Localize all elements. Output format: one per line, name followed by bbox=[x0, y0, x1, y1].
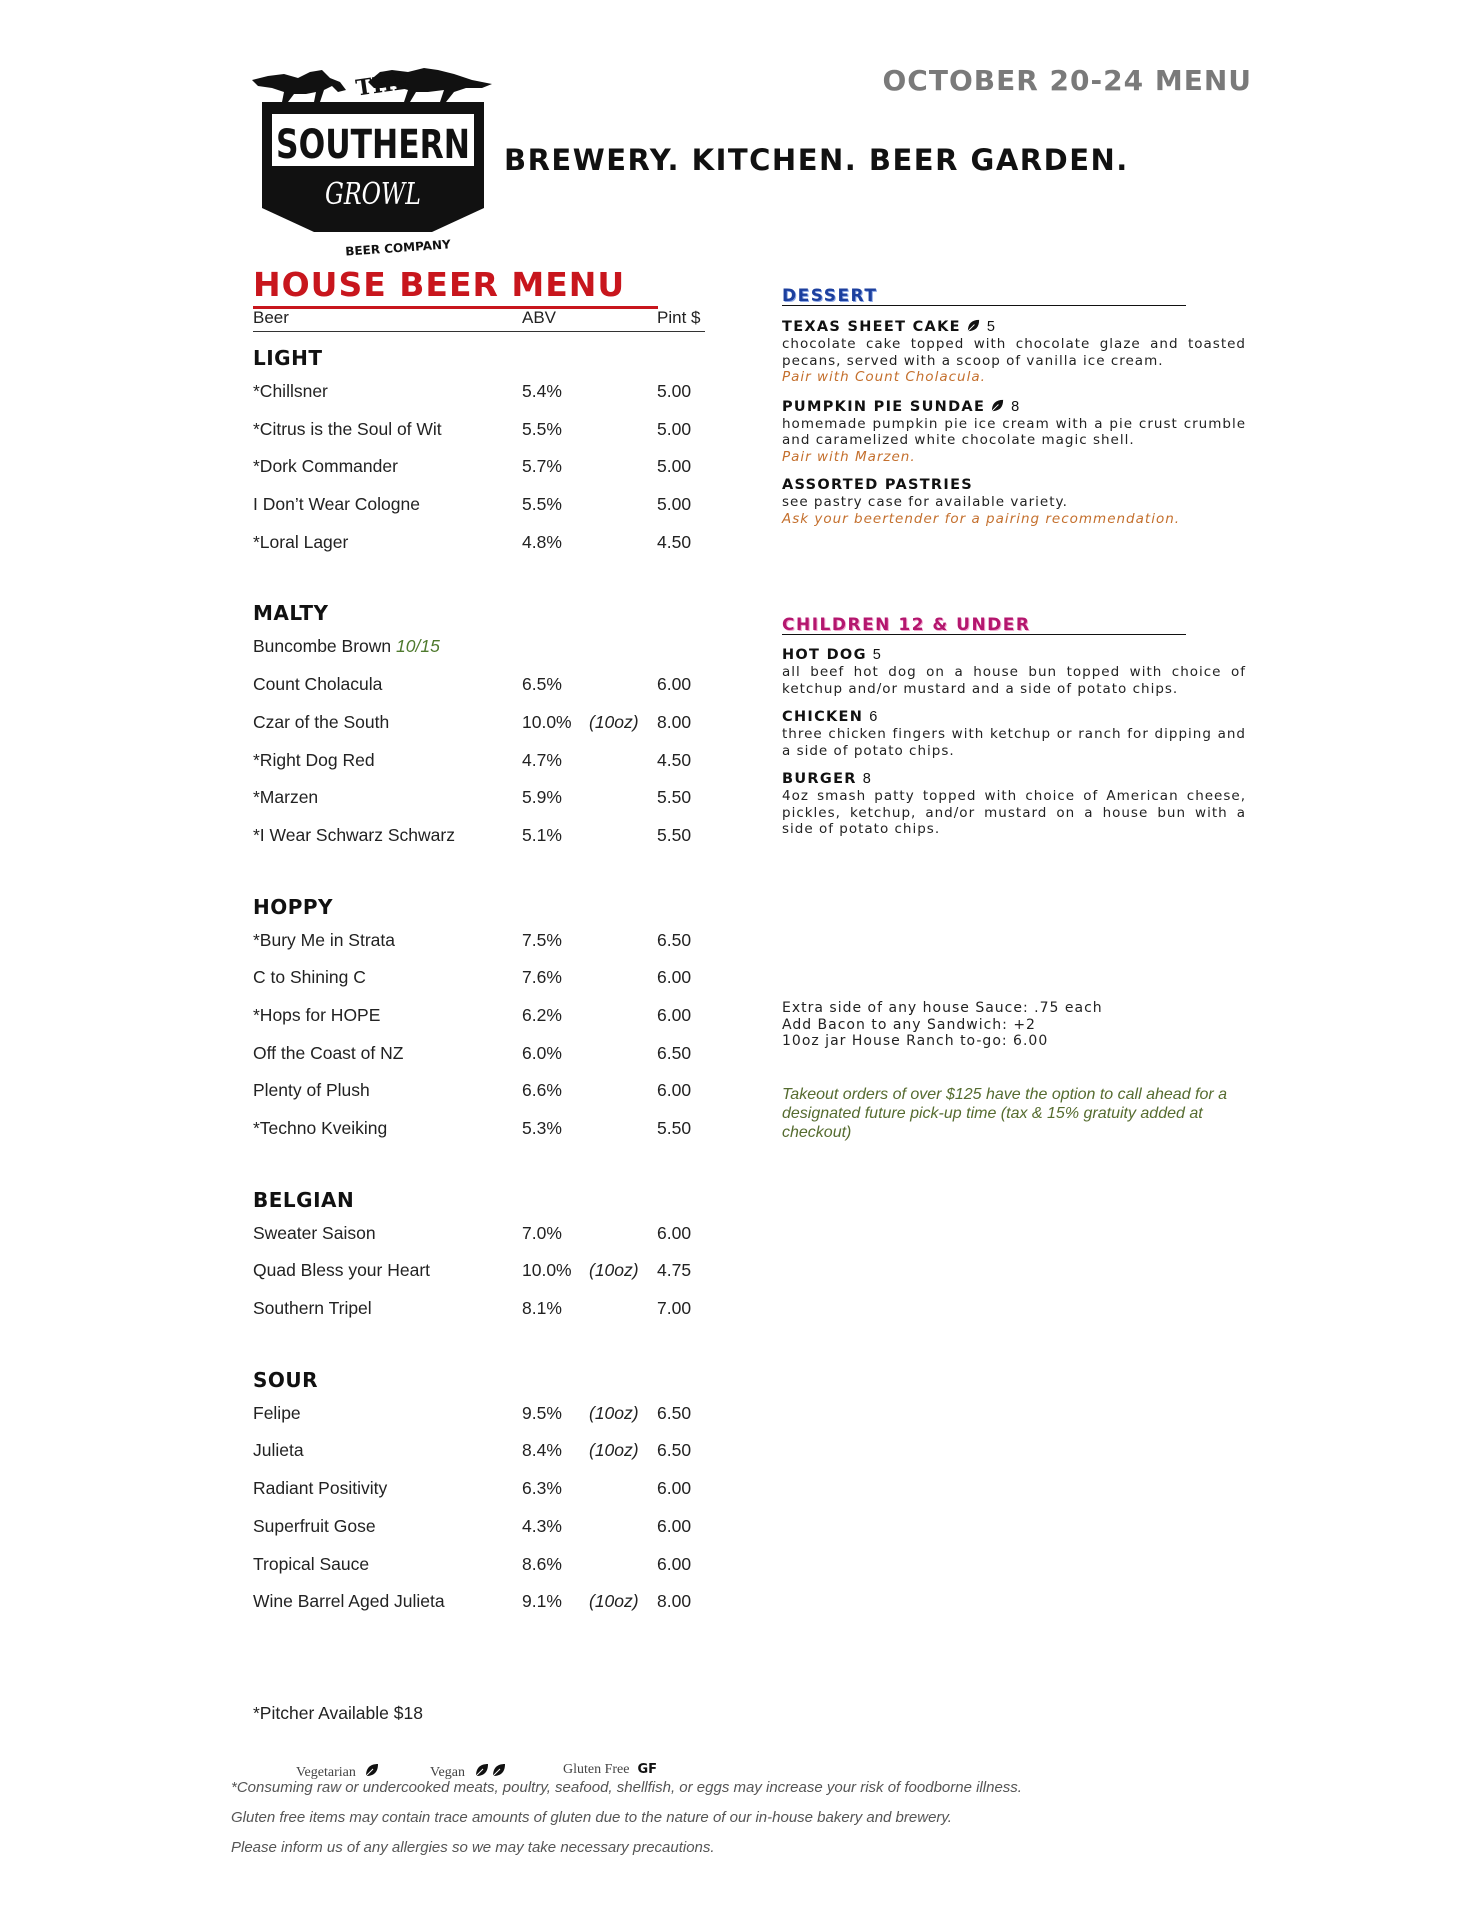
beer-column-headers bbox=[253, 308, 705, 332]
beer-price: 5.00 bbox=[657, 418, 692, 439]
dessert-item-price: 8 bbox=[1011, 398, 1020, 415]
beer-name-cell bbox=[253, 674, 382, 695]
beer-abv: 5.4% bbox=[522, 381, 562, 401]
beer-name: Southern Tripel bbox=[253, 1298, 372, 1319]
footnote: Gluten free items may contain trace amounts of gluten due to the nature of our in-house bakery and brewery. bbox=[231, 1809, 952, 1826]
dessert-item bbox=[782, 477, 1246, 527]
kids-item-price: 6 bbox=[869, 709, 878, 725]
kids-item bbox=[782, 771, 1246, 838]
beer-name: *Right Dog Red bbox=[253, 749, 375, 770]
kids-section bbox=[782, 616, 1246, 838]
beer-abv: 7.5% bbox=[522, 929, 562, 950]
beer-abv: 6.0% bbox=[522, 1042, 562, 1063]
beer-price: 7.00 bbox=[657, 1298, 692, 1319]
beer-row bbox=[253, 787, 713, 825]
footnote: *Consuming raw or undercooked meats, poultry, seafood, shellfish, or eggs may increase your risk of foodborne illness. bbox=[231, 1779, 1022, 1796]
beer-name: Quad Bless your Heart bbox=[253, 1260, 431, 1281]
kids-item-name: BURGER bbox=[782, 771, 857, 787]
beer-price: 5.00 bbox=[657, 381, 692, 401]
beer-price: 4.50 bbox=[657, 749, 692, 770]
beer-name-cell bbox=[253, 381, 328, 402]
beer-price: 6.00 bbox=[657, 1004, 692, 1025]
beer-name: Superfruit Gose bbox=[253, 1515, 376, 1536]
beer-abv: 5.3% bbox=[522, 1118, 562, 1138]
beer-row bbox=[253, 1118, 713, 1156]
gf-mark: GF bbox=[637, 1762, 658, 1777]
beer-row bbox=[253, 1440, 713, 1478]
dessert-item-pairing: Ask your beertender for a pairing recommendation. bbox=[782, 510, 1181, 527]
beer-price: 4.75 bbox=[657, 1260, 692, 1281]
kids-item-name: CHICKEN bbox=[782, 709, 864, 725]
kids-item-description: all beef hot dog on a house bun topped with choice of ketchup and/or mustard and a side of potato chips. bbox=[782, 664, 1246, 697]
beer-name-cell bbox=[253, 1043, 403, 1064]
beer-name: Sweater Saison bbox=[253, 1222, 376, 1243]
beer-name-cell bbox=[253, 636, 440, 657]
beer-abv: 6.3% bbox=[522, 1478, 562, 1499]
beer-row bbox=[253, 636, 713, 674]
dessert-item-heading bbox=[782, 398, 1246, 416]
beer-row bbox=[253, 1080, 713, 1118]
logo-growl-text: GROWL bbox=[325, 177, 421, 212]
kids-item-description: 4oz smash patty topped with choice of American cheese, pickles, ketchup, and/or mustard on a house bun with a side of potato chips. bbox=[782, 788, 1246, 837]
beer-section-title: SOUR bbox=[253, 1367, 319, 1392]
beer-abv: 5.5% bbox=[522, 494, 562, 515]
kids-item-description: three chicken fingers with ketchup or ranch for dipping and a side of potato chips. bbox=[782, 726, 1246, 759]
beer-abv: 9.5% bbox=[522, 1402, 562, 1423]
beer-section-sour bbox=[253, 1366, 713, 1629]
beer-section-malty bbox=[253, 599, 713, 862]
extras-list bbox=[782, 1000, 1103, 1050]
dessert-item-pairing: Pair with Count Cholacula. bbox=[782, 369, 986, 385]
beer-name-cell bbox=[253, 1478, 387, 1499]
beer-name: Felipe bbox=[253, 1402, 301, 1423]
beer-row bbox=[253, 456, 713, 494]
legend-gluten-free-label: Gluten Free bbox=[563, 1762, 630, 1777]
beer-name: Radiant Positivity bbox=[253, 1478, 388, 1499]
beer-pour-size: (10oz) bbox=[589, 1260, 639, 1281]
menu-date: OCTOBER 20-24 MENU bbox=[882, 64, 1252, 97]
beer-name-cell bbox=[253, 1118, 387, 1139]
logo-southern-text: SOUTHERN bbox=[276, 122, 470, 168]
beer-name: C to Shining C bbox=[253, 967, 366, 988]
beer-name: Czar of the South bbox=[253, 711, 390, 732]
leaf-icon bbox=[364, 1762, 380, 1778]
beer-name-cell bbox=[253, 750, 375, 771]
legend-gluten-free bbox=[563, 1762, 657, 1778]
beer-name-cell bbox=[253, 532, 348, 553]
beer-name-cell bbox=[253, 456, 398, 477]
beer-name: *Marzen bbox=[253, 787, 319, 808]
beer-name-cell bbox=[253, 1005, 380, 1026]
beer-section-title: MALTY bbox=[253, 601, 329, 626]
beer-price: 6.50 bbox=[657, 1440, 692, 1461]
beer-abv: 8.6% bbox=[522, 1553, 562, 1574]
beer-price: 6.00 bbox=[657, 967, 692, 988]
beer-pour-size: (10oz) bbox=[589, 711, 639, 732]
beer-price: 6.00 bbox=[657, 1222, 692, 1243]
beer-name-cell bbox=[253, 1298, 372, 1319]
beer-row bbox=[253, 750, 713, 788]
kids-item-name: HOT DOG bbox=[782, 647, 867, 663]
beer-pour-size: (10oz) bbox=[589, 1440, 639, 1461]
dessert-item-heading bbox=[782, 477, 1246, 494]
beer-name: Off the Coast of NZ bbox=[253, 1042, 404, 1063]
beer-price: 8.00 bbox=[657, 711, 692, 732]
beer-name: *Citrus is the Soul of Wit bbox=[253, 418, 442, 439]
leaf-icon bbox=[990, 398, 1005, 413]
beer-name: *Hops for HOPE bbox=[253, 1004, 381, 1025]
beer-name-cell bbox=[253, 1516, 376, 1537]
kids-item-heading bbox=[782, 709, 1246, 726]
dessert-item-price: 5 bbox=[986, 319, 995, 335]
kids-item-price: 8 bbox=[862, 771, 871, 787]
beer-row bbox=[253, 494, 713, 532]
beer-price: 5.50 bbox=[657, 787, 692, 808]
kids-item-heading bbox=[782, 771, 1246, 788]
beer-price: 5.00 bbox=[657, 494, 692, 515]
leaf-icon bbox=[966, 318, 981, 333]
beer-name: *I Wear Schwarz Schwarz bbox=[253, 824, 455, 845]
beer-price: 6.50 bbox=[657, 1042, 692, 1063]
beer-section-belgian bbox=[253, 1186, 713, 1336]
beer-name: Tropical Sauce bbox=[253, 1553, 370, 1574]
beer-row bbox=[253, 1478, 713, 1516]
leaf-icon bbox=[491, 1762, 507, 1778]
kids-title: CHILDREN 12 & UNDER bbox=[782, 616, 1186, 635]
beer-abv: 5.7% bbox=[522, 456, 562, 477]
dessert-item-description: chocolate cake topped with chocolate glaze and toasted pecans, served with a scoop of vanilla ice cream. bbox=[782, 336, 1246, 369]
beer-row bbox=[253, 1591, 713, 1629]
logo-the-text: THE bbox=[354, 68, 412, 102]
beer-name-cell bbox=[253, 787, 318, 808]
beer-abv: 9.1% bbox=[522, 1591, 562, 1612]
beer-row bbox=[253, 1516, 713, 1554]
beer-row bbox=[253, 1554, 713, 1592]
beer-name-cell bbox=[253, 930, 395, 951]
beer-name-cell bbox=[253, 1260, 430, 1281]
beer-abv: 4.3% bbox=[522, 1515, 562, 1536]
beer-abv: 4.8% bbox=[522, 531, 562, 552]
beer-price: 6.00 bbox=[657, 1080, 692, 1101]
kids-item-price: 5 bbox=[872, 647, 881, 663]
extra-item: Add Bacon to any Sandwich: +2 bbox=[782, 1016, 1036, 1033]
pitcher-note: *Pitcher Available $18 bbox=[253, 1703, 423, 1723]
beer-name-cell bbox=[253, 967, 366, 988]
legend-vegan-label: Vegan bbox=[430, 1765, 465, 1780]
beer-abv: 4.7% bbox=[522, 749, 562, 770]
beer-abv: 8.4% bbox=[522, 1440, 562, 1461]
beer-name-cell bbox=[253, 1403, 301, 1424]
dessert-item-name: ASSORTED PASTRIES bbox=[782, 477, 974, 493]
dessert-item-name: TEXAS SHEET CAKE bbox=[782, 319, 961, 335]
beer-name: Count Cholacula bbox=[253, 674, 383, 695]
beer-abv: 8.1% bbox=[522, 1298, 562, 1319]
beer-price: 5.50 bbox=[657, 1118, 692, 1138]
beer-price: 4.50 bbox=[657, 531, 692, 552]
beer-row bbox=[253, 1005, 713, 1043]
beer-name-cell bbox=[253, 419, 442, 440]
beer-row bbox=[253, 381, 713, 419]
beer-section-title: BELGIAN bbox=[253, 1187, 355, 1212]
beer-abv: 6.6% bbox=[522, 1080, 562, 1101]
beer-row bbox=[253, 712, 713, 750]
leaf-icon bbox=[474, 1762, 490, 1778]
beer-section-light bbox=[253, 344, 713, 569]
beer-section-title: HOPPY bbox=[253, 894, 334, 919]
beer-abv: 5.5% bbox=[522, 418, 562, 439]
beer-name-cell bbox=[253, 1554, 369, 1575]
beer-pour-size: (10oz) bbox=[589, 1402, 639, 1423]
dessert-item bbox=[782, 398, 1246, 466]
beer-price: 6.00 bbox=[657, 1515, 692, 1536]
beer-name-cell bbox=[253, 712, 389, 733]
beer-abv: 5.1% bbox=[522, 824, 562, 845]
extra-item: Extra side of any house Sauce: .75 each bbox=[782, 1000, 1103, 1016]
dessert-section bbox=[782, 287, 1246, 527]
beer-name-cell bbox=[253, 1440, 304, 1461]
dessert-item-description: see pastry case for available variety. bbox=[782, 494, 1068, 510]
beer-row bbox=[253, 1043, 713, 1081]
beer-name-cell bbox=[253, 1080, 370, 1101]
beer-section-hoppy bbox=[253, 893, 713, 1156]
beer-name: *Techno Kveiking bbox=[253, 1118, 388, 1138]
tagline: BREWERY. KITCHEN. BEER GARDEN. bbox=[504, 143, 1129, 177]
beer-abv: 6.5% bbox=[522, 674, 562, 695]
beer-price: 6.00 bbox=[657, 1553, 692, 1574]
takeout-note: Takeout orders of over $125 have the option to call ahead for a designated future pick-up time (tax & 15% gratuity added at checkout) bbox=[782, 1086, 1228, 1141]
beer-row bbox=[253, 532, 713, 570]
beer-row bbox=[253, 419, 713, 457]
beer-name: Julieta bbox=[253, 1440, 304, 1461]
beer-row bbox=[253, 674, 713, 712]
beer-name: Plenty of Plush bbox=[253, 1080, 370, 1101]
beer-pour-size: (10oz) bbox=[589, 1591, 639, 1612]
southern-growl-logo bbox=[248, 58, 498, 258]
beer-row bbox=[253, 1223, 713, 1261]
beer-section-title: LIGHT bbox=[253, 346, 323, 370]
beer-abv: 7.0% bbox=[522, 1222, 562, 1243]
beer-abv: 10.0% bbox=[522, 711, 572, 732]
beer-price: 5.50 bbox=[657, 824, 692, 845]
beer-name: Wine Barrel Aged Julieta bbox=[253, 1591, 445, 1612]
kids-item bbox=[782, 709, 1246, 759]
beer-abv: 6.2% bbox=[522, 1004, 562, 1025]
kids-item-heading bbox=[782, 647, 1246, 664]
beer-name-cell bbox=[253, 1223, 376, 1244]
dessert-item-heading bbox=[782, 318, 1246, 336]
beer-name-cell bbox=[253, 825, 455, 846]
beer-price: 6.50 bbox=[657, 1402, 692, 1423]
dessert-item-name: PUMPKIN PIE SUNDAE bbox=[782, 398, 986, 415]
beer-price: 5.00 bbox=[657, 456, 692, 477]
extra-item: 10oz jar House Ranch to-go: 6.00 bbox=[782, 1033, 1049, 1049]
beer-name-cell bbox=[253, 494, 420, 515]
beer-row bbox=[253, 825, 713, 863]
beer-abv: 7.6% bbox=[522, 967, 562, 988]
legend-vegetarian-label: Vegetarian bbox=[296, 1765, 356, 1780]
beer-price: 6.00 bbox=[657, 1478, 692, 1499]
beer-release-date: 10/15 bbox=[396, 636, 440, 657]
beer-abv: 5.9% bbox=[522, 787, 562, 808]
beer-row bbox=[253, 1403, 713, 1441]
beer-name: Buncombe Brown bbox=[253, 636, 392, 657]
beer-name: *Loral Lager bbox=[253, 531, 349, 552]
beer-abv: 10.0% bbox=[522, 1260, 572, 1281]
beer-row bbox=[253, 1260, 713, 1298]
dessert-item-description: homemade pumpkin pie ice cream with a pie crust crumble and caramelized white chocolate magic shell. bbox=[782, 415, 1246, 448]
beer-row bbox=[253, 930, 713, 968]
price-column-header: Pint $ bbox=[657, 308, 701, 327]
beer-price: 6.50 bbox=[657, 929, 692, 950]
beer-list bbox=[253, 344, 713, 1659]
dessert-title: DESSERT bbox=[782, 287, 1186, 306]
beer-name: *Bury Me in Strata bbox=[253, 929, 395, 950]
logo-beer-company-text: BEER COMPANY bbox=[344, 237, 452, 259]
abv-column-header: ABV bbox=[522, 308, 557, 327]
beer-row bbox=[253, 967, 713, 1005]
beer-name-cell bbox=[253, 1591, 445, 1612]
beer-name: I Don’t Wear Cologne bbox=[253, 494, 420, 515]
beer-row bbox=[253, 1298, 713, 1336]
dessert-item-pairing: Pair with Marzen. bbox=[782, 448, 916, 465]
beer-name: *Chillsner bbox=[253, 381, 328, 401]
footnote: Please inform us of any allergies so we may take necessary precautions. bbox=[231, 1839, 715, 1856]
beer-column-header: Beer bbox=[253, 308, 289, 327]
kids-item bbox=[782, 647, 1246, 697]
house-beer-menu-title: HOUSE BEER MENU bbox=[253, 266, 658, 309]
dessert-item bbox=[782, 318, 1246, 386]
beer-name: *Dork Commander bbox=[253, 456, 398, 477]
beer-price: 6.00 bbox=[657, 674, 692, 695]
beer-price: 8.00 bbox=[657, 1591, 692, 1612]
